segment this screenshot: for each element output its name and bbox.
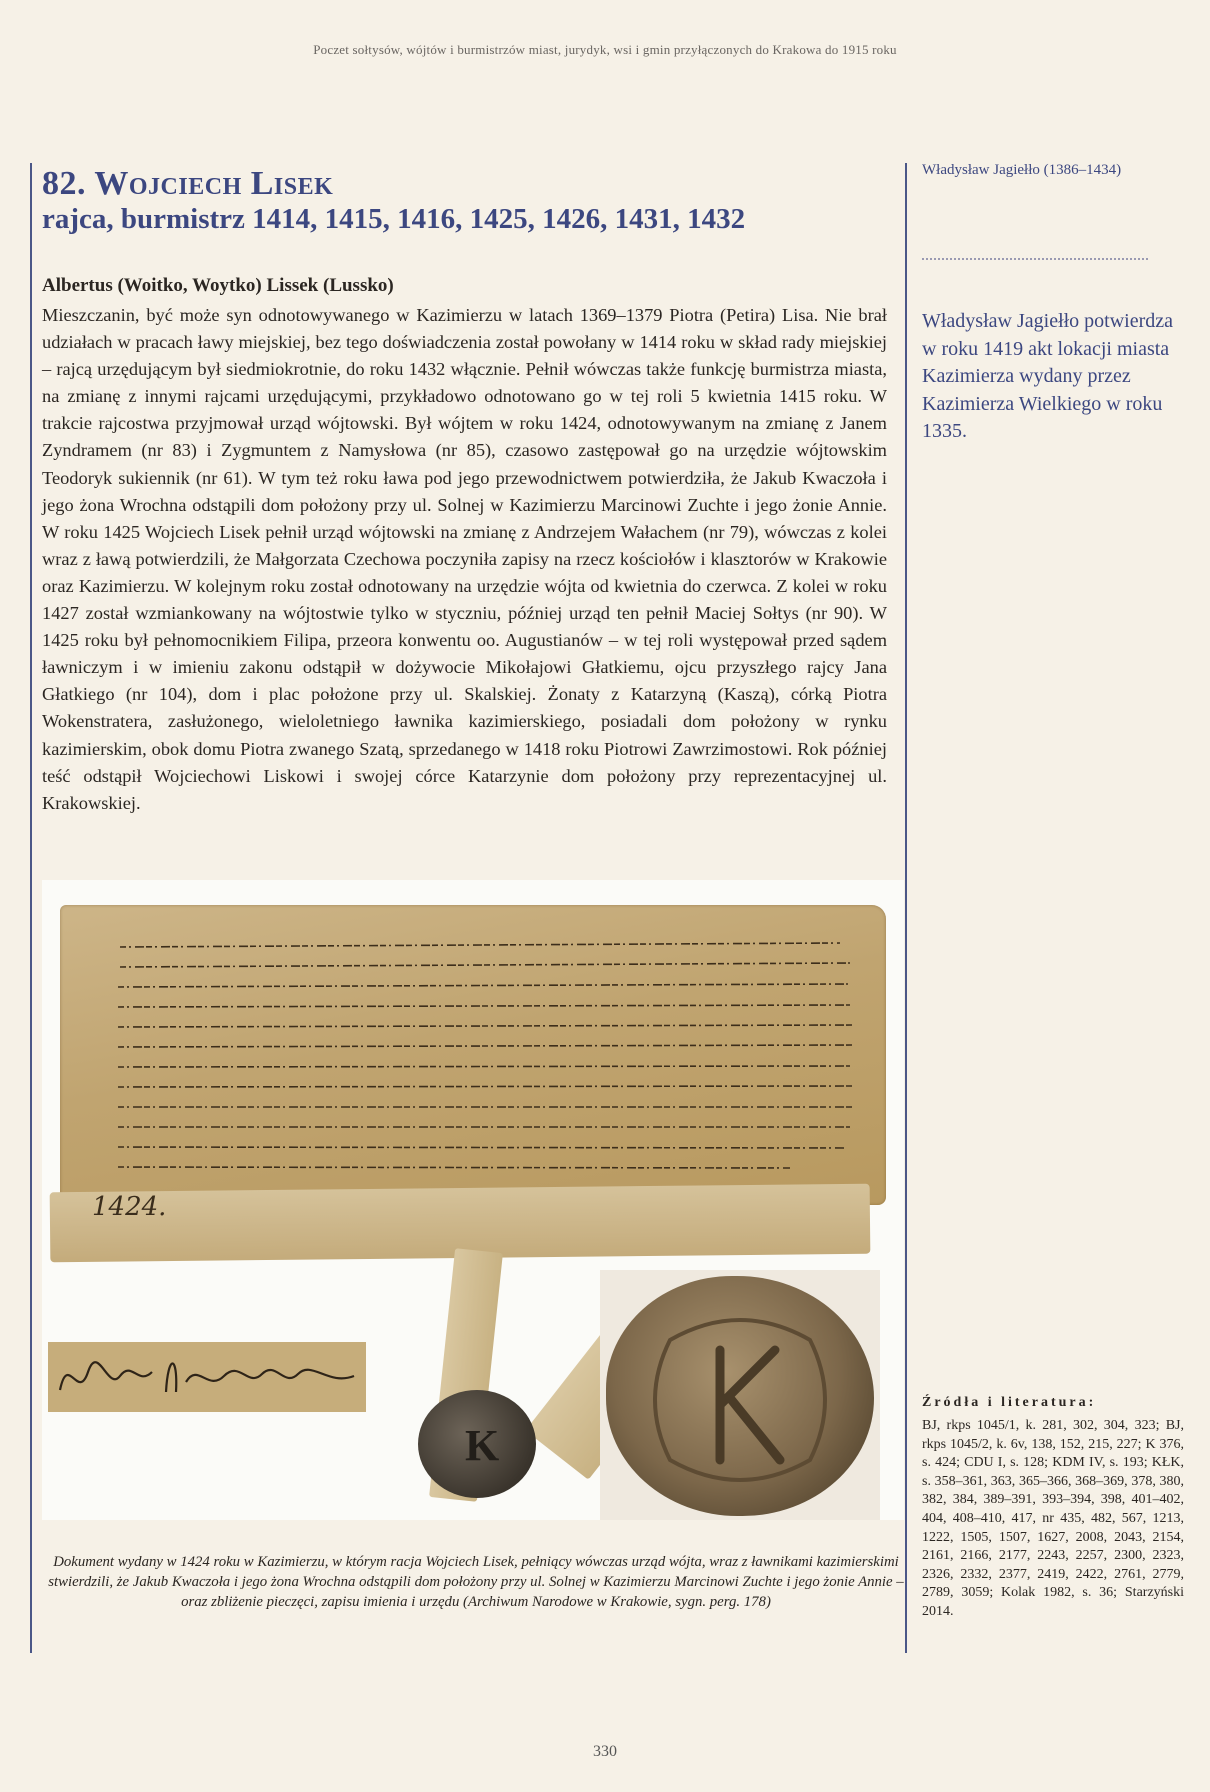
biography-text: Mieszczanin, być może syn odnotowywanego w Kazimierzu w latach 1369–1379 Piotra (Petira) Lisa. Nie brał udziałach w pracach ławy miejskiej, bez tego doświadczenia został powołany w 1414 roku w skład rady miejskiej – rajcą urzędującym był siedmiokrotnie, do roku 1432 włącznie. Pełnił wówczas także funkcję burmistrza miasta, na zmianę z innymi rajcami urzędującymi, przykładowo odnotowano go w tej roli 5 kwietnia 1415 roku. W trakcie rajcostwa przyjmował urząd wójtowski. Był wójtem w roku 1424, odnotowywanym na zmianę z Janem Zyndramem (nr 83) i Zygmuntem z Namysłowa (nr 85), czasowo zastępował go na urzędzie wójtowskim Teodoryk sukiennik (nr 61). W tym też roku ława pod jego przewodnictwem potwierdziła, że Jakub Kwaczoła i jego żona Wrochna odstąpili dom położony przy ul. Solnej w Kazimierzu Marcinowi Zuchte i jego żonie Annie. W roku 1425 Wojciech Lisek pełnił urząd wójtowski na zmianę z Andrzejem Wałachem (nr 79), wówczas z kolei wraz z ławą potwierdzili, że Małgorzata Czechowa poczyniła zapisy na rzecz kościołów i klasztorów w Krakowie oraz Kazimierzu. W kolejnym roku został odnotowany na urzędzie wójta od kwietnia do czerwca. Z kolei w roku 1427 został wzmiankowany na wójtostwie tylko w styczniu, później urząd ten pełnił Maciej Sołtys (nr 90). W 1425 roku był pełnomocnikiem Filipa, przeora konwentu oo. Augustianów – w tej roli występował przed sądem ławniczym i w imieniu zakonu odstąpił w dożywocie Mikołajowi Głatkiemu, ojcu przyszłego rajcy Jana Głatkiego (nr 104), dom i plac położone przy ul. Skalskiej. Żonaty z Katarzyną (Kaszą), córką Piotra Wokenstratera, zasłużonego, wieloletniego ławnika kazimierskiego, posiadali dom położony w rynku kazimierskim, obok domu Piotra zwanego Szatą, sprzedanego w 1418 roku Piotrowi Zawrzimostowi. Rok później teść odstąpił Wojciechowi Liskowi i swojej córce Katarzynie dom położony przy reprezentacyjnej ul. Krakowskiej.	[42, 305, 887, 813]
seal-closeup-relief	[600, 1270, 880, 1520]
sources-heading: Źródła i literatura:	[922, 1395, 1097, 1410]
sidebar-dotted-divider	[922, 258, 1148, 260]
seal-closeup-image	[600, 1270, 880, 1520]
sidebar-note: Władysław Jagiełło potwierdza w roku 1419 akt lokacji miasta Kazimierza wydany przez Kazimierza Wielkiego w roku 1335.	[922, 310, 1174, 442]
sidebar-reign: Władysław Jagiełło (1386–1434)	[922, 162, 1122, 178]
signature-handwriting-image	[48, 1342, 366, 1412]
figure-caption: Dokument wydany w 1424 roku w Kazimierzu, w którym racja Wojciech Lisek, pełniący wówczas urząd wójta, wraz z ławnikami kazimierskimi stwierdzili, że Jakub Kwaczoła i jego żona Wrochna odstąpili dom położony przy ul. Solnej w Kazimierzu Marcinowi Zuchte i jego żonie Annie – oraz zbliżenie pieczęci, zapisu imienia i urzędu (Archiwum Narodowe w Krakowie, sygn. perg. 178)	[48, 1554, 904, 1610]
entry-title: 82. Wojciech Lisek	[42, 165, 334, 202]
signature-closeup-image	[48, 1342, 366, 1412]
entry-subtitle: rajca, burmistrz 1414, 1415, 1416, 1425, 1426, 1431, 1432	[42, 203, 746, 235]
sources-list: BJ, rkps 1045/1, k. 281, 302, 304, 323; BJ, rkps 1045/2, k. 6v, 138, 152, 215, 227; K 376, s. 424; CDU I, s. 128; KDM IV, s. 193; KŁK, s. 358–361, 363, 365–366, 368–369, 378, 380, 382, 384, 389–391, 393–394, 398, 401–402, 404, 408–410, 417, nr 435, 482, 567, 1213, 1222, 1505, 1507, 1627, 2008, 2043, 2154, 2161, 2166, 2177, 2243, 2257, 2300, 2323, 2326, 2332, 2377, 2419, 2422, 2761, 2779, 2789, 3059; Kolak 1982, s. 36; Starzyński 2014.	[922, 1418, 1184, 1619]
parchment-date-annotation: 1424.	[92, 1192, 167, 1222]
entry-alias: Albertus (Woitko, Woytko) Lissek (Lussko)	[42, 275, 394, 296]
handwriting-image	[60, 905, 886, 1205]
left-rule	[30, 163, 32, 1653]
seal-emblem-icon: K	[465, 1421, 500, 1470]
running-head: Poczet sołtysów, wójtów i burmistrzów miast, jurydyk, wsi i gmin przyłączonych do Krakowa do 1915 roku	[313, 42, 897, 57]
parchment-document-image	[60, 905, 886, 1205]
page-number: 330	[593, 1743, 617, 1760]
column-divider	[905, 163, 907, 1653]
